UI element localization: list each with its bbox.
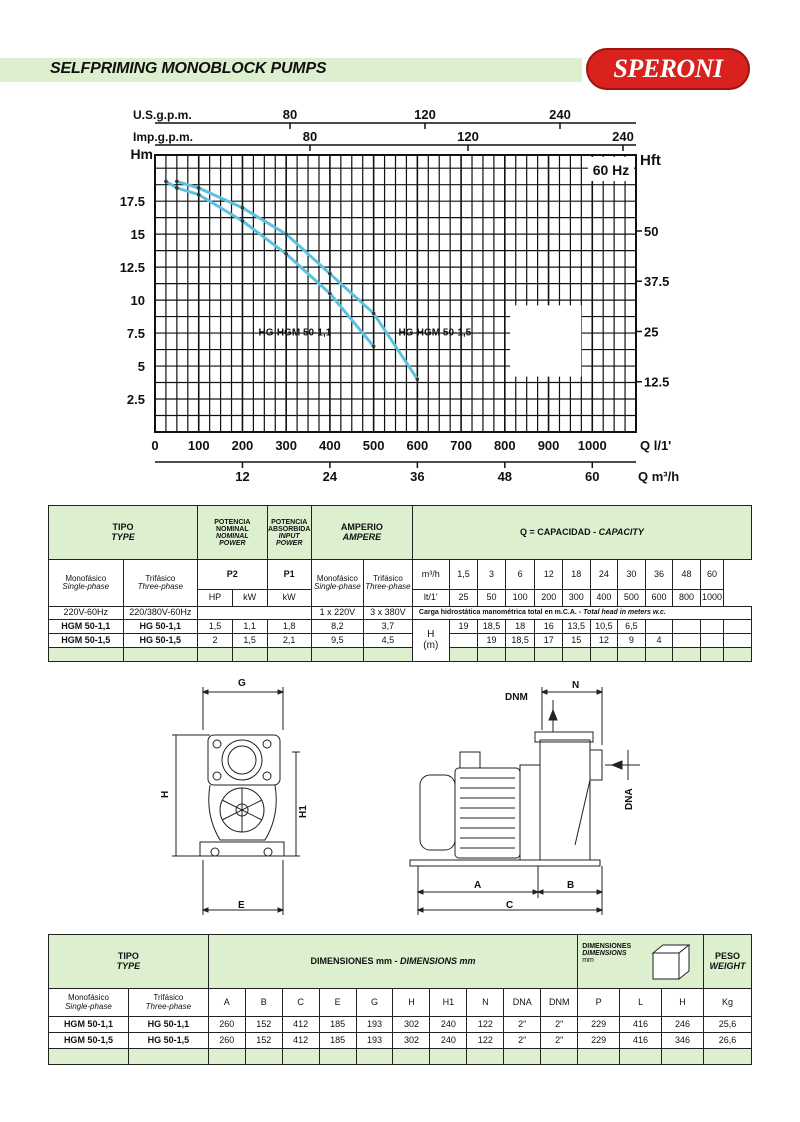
m3h-label: m³/h bbox=[412, 560, 449, 590]
dim-label-c: C bbox=[506, 900, 514, 911]
l1-2: 100 bbox=[505, 590, 535, 607]
row2-h7: 4 bbox=[645, 634, 673, 648]
m3h-7: 36 bbox=[645, 560, 673, 590]
dim-three: Three-phase bbox=[145, 1001, 192, 1011]
h-label: H bbox=[427, 629, 435, 640]
dim-label-b: B bbox=[567, 880, 575, 891]
pot-nom-l4: POWER bbox=[219, 539, 246, 547]
l1-label: lt/1' bbox=[412, 590, 449, 607]
amp-mono-volt: 1 x 220V bbox=[311, 607, 363, 620]
row2-kw: 1,5 bbox=[232, 634, 267, 648]
head-note: Carga hidrostática manométrica total en m.C.A. - bbox=[418, 609, 584, 617]
drawing-dimension-labels bbox=[160, 678, 635, 911]
dim-tri: Trifásico bbox=[153, 993, 184, 1003]
perf-kw: kW bbox=[232, 590, 267, 607]
dim-label-h1: H1 bbox=[298, 805, 309, 818]
dim-row2-v12: 346 bbox=[662, 1033, 704, 1049]
l1-6: 500 bbox=[618, 590, 646, 607]
performance-chart bbox=[0, 0, 800, 500]
m3h-4: 18 bbox=[563, 560, 591, 590]
x-m3h-tick: 24 bbox=[322, 469, 338, 484]
series-2-point bbox=[372, 311, 376, 315]
dim-row2-v10: 229 bbox=[578, 1033, 620, 1049]
dim-row1-v11: 416 bbox=[620, 1017, 662, 1033]
row1-tri: HG 50-1,1 bbox=[123, 620, 198, 634]
series-1-point bbox=[328, 292, 332, 296]
series-label-2: HG-HGM 50-1,5 bbox=[398, 327, 472, 339]
perf-tipo-cell bbox=[49, 506, 198, 560]
row2-h6: 9 bbox=[618, 634, 646, 648]
chart-grid bbox=[155, 155, 636, 432]
row2-h9 bbox=[700, 634, 723, 648]
perf-p2: P2 bbox=[198, 560, 267, 590]
dim-row2-v6: 240 bbox=[430, 1033, 467, 1049]
row1-h8 bbox=[673, 620, 701, 634]
h-unit: (m) bbox=[423, 639, 439, 651]
dim-row1-mono: HGM 50-1,1 bbox=[49, 1017, 129, 1033]
dim-col-n: N bbox=[467, 989, 504, 1017]
x-impgpm-label: Imp.g.p.m. bbox=[133, 130, 193, 144]
dim-row1-v10: 229 bbox=[578, 1017, 620, 1033]
m3h-8: 48 bbox=[673, 560, 701, 590]
m3h-5: 24 bbox=[590, 560, 618, 590]
series-1-point bbox=[372, 344, 376, 348]
amp-mono-head bbox=[311, 560, 363, 607]
x-bottom-tick: 0 bbox=[151, 438, 159, 453]
brand-logo-text: SPERONI bbox=[613, 54, 723, 83]
dim-row2-v13: 26,6 bbox=[703, 1033, 751, 1049]
m3h-1: 3 bbox=[478, 560, 506, 590]
series-2-point bbox=[284, 232, 288, 236]
x-m3h-tick: 60 bbox=[585, 469, 600, 484]
table-row-empty bbox=[49, 1049, 752, 1065]
dim-mono: Monofásico bbox=[67, 993, 109, 1003]
dim-row2-v2: 412 bbox=[282, 1033, 319, 1049]
y-left-tick: 10 bbox=[130, 293, 145, 309]
amp-tri: Trifásico bbox=[372, 574, 403, 583]
row1-kw: 1,1 bbox=[232, 620, 267, 634]
dim-col-kg: Kg bbox=[703, 989, 751, 1017]
perf-single: Single-phase bbox=[62, 582, 110, 591]
l1-4: 300 bbox=[563, 590, 591, 607]
x-usgpm-tick: 120 bbox=[414, 107, 436, 122]
perf-capacity-en: CAPACITY bbox=[598, 526, 644, 537]
row1-amono: 8,2 bbox=[311, 620, 363, 634]
page-title: SELFPRIMING MONOBLOCK PUMPS bbox=[50, 60, 327, 77]
row2-h3: 17 bbox=[535, 634, 563, 648]
l1-1: 50 bbox=[478, 590, 506, 607]
pot-nom-l3: NOMINAL bbox=[215, 532, 249, 540]
row1-p1: 1,8 bbox=[267, 620, 311, 634]
pack-l2: DIMENSIONS bbox=[582, 950, 627, 957]
y-right-tick: 25 bbox=[644, 324, 659, 340]
series-2-point bbox=[197, 186, 201, 190]
dim-row2-v7: 122 bbox=[467, 1033, 504, 1049]
series-2-point bbox=[416, 377, 420, 381]
package-box-icon bbox=[649, 941, 693, 983]
series-2-point bbox=[175, 180, 179, 184]
row1-h10 bbox=[724, 620, 752, 634]
pot-nom-l2: NOMINAL bbox=[215, 525, 249, 533]
pot-nom-l1: POTENCIA bbox=[214, 518, 251, 526]
series-1-point bbox=[175, 186, 179, 190]
dim-row1-v9: 2" bbox=[541, 1017, 578, 1033]
y-right-tick: 12.5 bbox=[644, 374, 670, 390]
series-2-point bbox=[241, 206, 245, 210]
y-right-tick: 50 bbox=[644, 223, 659, 239]
perf-tipo: TIPO bbox=[112, 522, 134, 533]
head-note-cell bbox=[412, 607, 751, 620]
x-usgpm-tick: 80 bbox=[282, 107, 298, 122]
performance-table bbox=[48, 505, 752, 662]
perf-pot-absorbida bbox=[267, 506, 311, 560]
dim-row1-v2: 412 bbox=[282, 1017, 319, 1033]
row2-h10 bbox=[724, 634, 752, 648]
x-m3h-tick: 48 bbox=[497, 469, 513, 484]
x-bottom-tick: 800 bbox=[493, 438, 516, 453]
amp-single: Single-phase bbox=[314, 582, 361, 591]
dim-col-h1: H1 bbox=[430, 989, 467, 1017]
series-1-point bbox=[241, 219, 245, 223]
x-bottom-tick: 100 bbox=[187, 438, 210, 453]
side-view-drawing bbox=[410, 687, 640, 915]
x-impgpm-tick: 120 bbox=[457, 129, 479, 144]
dim-row2-mono: HGM 50-1,5 bbox=[49, 1033, 129, 1049]
row2-mono: HGM 50-1,5 bbox=[49, 634, 124, 648]
l1-3: 200 bbox=[535, 590, 563, 607]
freq-badge: 60 Hz bbox=[592, 162, 630, 178]
perf-hp: HP bbox=[198, 590, 233, 607]
row1-hp: 1,5 bbox=[198, 620, 233, 634]
dim-row1-v1: 152 bbox=[245, 1017, 282, 1033]
x-bottom-tick: 300 bbox=[275, 438, 298, 453]
x-m3h-tick: 36 bbox=[410, 469, 425, 484]
row2-atri: 4,5 bbox=[363, 634, 412, 648]
l1-0: 25 bbox=[449, 590, 478, 607]
l1-9: 1000 bbox=[700, 590, 723, 607]
series-label-1: HG-HGM 50-1,1 bbox=[258, 327, 332, 339]
y-right-label: Hft bbox=[640, 152, 661, 169]
dim-col-g: G bbox=[356, 989, 393, 1017]
m3h-9: 60 bbox=[700, 560, 723, 590]
x-usgpm-tick: 240 bbox=[549, 107, 571, 122]
dim-col-dnm: DNM bbox=[541, 989, 578, 1017]
row1-h3: 16 bbox=[535, 620, 563, 634]
y-right-tick: 37.5 bbox=[644, 274, 670, 290]
x-bottom-tick: 600 bbox=[406, 438, 429, 453]
dim-pack-cell bbox=[578, 935, 704, 989]
dim-col-h: H bbox=[393, 989, 430, 1017]
y-left-label: Hm bbox=[130, 146, 153, 162]
x-m3h-tick: 12 bbox=[235, 469, 250, 484]
y-left-tick: 15 bbox=[130, 227, 145, 243]
perf-ampere: AMPERE bbox=[342, 531, 382, 542]
dim-row1-v5: 302 bbox=[393, 1017, 430, 1033]
dim-header-en: DIMENSIONS mm bbox=[399, 955, 476, 966]
x-impgpm-tick: 80 bbox=[302, 129, 318, 144]
dim-col-l: L bbox=[620, 989, 662, 1017]
pot-abs-l4: POWER bbox=[275, 539, 303, 547]
row1-h6: 6,5 bbox=[618, 620, 646, 634]
pump-drawings bbox=[0, 670, 800, 930]
amp-tri-head bbox=[363, 560, 412, 607]
m3h-0: 1,5 bbox=[449, 560, 478, 590]
dim-tri-head bbox=[128, 989, 208, 1017]
row2-amono: 9,5 bbox=[311, 634, 363, 648]
dim-row1-tri: HG 50-1,1 bbox=[128, 1017, 208, 1033]
dim-tipo: TIPO bbox=[117, 951, 139, 962]
m3h-6: 30 bbox=[618, 560, 646, 590]
dim-header-cell bbox=[208, 935, 577, 989]
row2-h0 bbox=[449, 634, 478, 648]
perf-amperio-cell bbox=[311, 506, 412, 560]
dim-label-g: G bbox=[238, 678, 246, 689]
row1-h9 bbox=[700, 620, 723, 634]
row1-h7 bbox=[645, 620, 673, 634]
perf-capacity-cell bbox=[412, 506, 751, 560]
dim-row2-v4: 193 bbox=[356, 1033, 393, 1049]
amp-three: Three-phase bbox=[365, 582, 411, 591]
perf-mono-head bbox=[49, 560, 124, 607]
x-bottom-tick: 900 bbox=[537, 438, 560, 453]
pot-abs-l1: POTENCIA bbox=[271, 518, 308, 526]
m3h-3: 12 bbox=[535, 560, 563, 590]
y-left-tick: 2.5 bbox=[126, 392, 145, 408]
chart-blank-area bbox=[510, 305, 581, 376]
dim-row1-v12: 246 bbox=[662, 1017, 704, 1033]
l1-5: 400 bbox=[590, 590, 618, 607]
table-row bbox=[49, 1033, 752, 1049]
x-bottom-tick: 200 bbox=[231, 438, 254, 453]
row2-h8 bbox=[673, 634, 701, 648]
dim-row1-v6: 240 bbox=[430, 1017, 467, 1033]
pack-l1: DIMENSIONES bbox=[582, 943, 632, 950]
x-impgpm-tick: 240 bbox=[612, 129, 634, 144]
dim-row2-v5: 302 bbox=[393, 1033, 430, 1049]
dim-row2-v9: 2" bbox=[541, 1033, 578, 1049]
head-note-en: Total head in meters w.c. bbox=[583, 609, 666, 617]
perf-amperio: AMPERIO bbox=[340, 522, 383, 533]
dim-row1-v3: 185 bbox=[319, 1017, 356, 1033]
perf-tri-head bbox=[123, 560, 198, 607]
dimensions-table bbox=[48, 934, 752, 1065]
dim-col-c: C bbox=[282, 989, 319, 1017]
dim-row1-v7: 122 bbox=[467, 1017, 504, 1033]
dim-mono-head bbox=[49, 989, 129, 1017]
series-1-point bbox=[164, 180, 168, 184]
dim-col-p: P bbox=[578, 989, 620, 1017]
perf-type: TYPE bbox=[111, 531, 135, 542]
volt-mono: 220V-60Hz bbox=[49, 607, 124, 620]
y-left-tick: 12.5 bbox=[119, 260, 145, 276]
table-row bbox=[49, 620, 752, 634]
dim-row2-v8: 2" bbox=[504, 1033, 541, 1049]
row1-h2: 18 bbox=[505, 620, 535, 634]
series-1-point bbox=[284, 252, 288, 256]
perf-kw2: kW bbox=[267, 590, 311, 607]
dim-label-dnm: DNM bbox=[505, 692, 528, 703]
dim-row2-tri: HG 50-1,5 bbox=[128, 1033, 208, 1049]
dim-row2-v1: 152 bbox=[245, 1033, 282, 1049]
y-left-tick: 17.5 bbox=[119, 194, 145, 210]
perf-capacity: Q = CAPACIDAD - bbox=[519, 526, 599, 537]
amp-mono: Monofásico bbox=[316, 574, 358, 583]
perf-tri: Trifásico bbox=[145, 573, 176, 583]
dim-col-b: B bbox=[245, 989, 282, 1017]
h-label-cell bbox=[412, 620, 449, 662]
x-usgpm-label: U.S.g.p.m. bbox=[133, 108, 192, 122]
row2-h1: 19 bbox=[478, 634, 506, 648]
dim-type: TYPE bbox=[116, 960, 141, 971]
row1-h4: 13,5 bbox=[563, 620, 591, 634]
perf-mono: Monofásico bbox=[65, 573, 107, 583]
pot-abs-l3: INPUT bbox=[278, 532, 300, 540]
volt-tri: 220/380V-60Hz bbox=[123, 607, 198, 620]
dim-row2-v3: 185 bbox=[319, 1033, 356, 1049]
dim-col-h2: H bbox=[662, 989, 704, 1017]
table-row bbox=[49, 634, 752, 648]
row1-h5: 10,5 bbox=[590, 620, 618, 634]
series-1-point bbox=[197, 193, 201, 197]
perf-p1: P1 bbox=[267, 560, 311, 590]
volt-blank bbox=[198, 607, 312, 620]
front-view-drawing bbox=[172, 687, 300, 915]
dim-col-e: E bbox=[319, 989, 356, 1017]
table-row-empty bbox=[49, 648, 752, 662]
row2-p1: 2,1 bbox=[267, 634, 311, 648]
row1-h1: 18,5 bbox=[478, 620, 506, 634]
pot-abs-l2: ABSORBIDA bbox=[267, 525, 311, 533]
dim-row1-v0: 260 bbox=[208, 1017, 245, 1033]
dim-col-a: A bbox=[208, 989, 245, 1017]
row2-h2: 18,5 bbox=[505, 634, 535, 648]
dim-peso-cell bbox=[703, 935, 751, 989]
dim-label-a: A bbox=[474, 880, 482, 891]
dim-row2-v11: 416 bbox=[620, 1033, 662, 1049]
m3h-2: 6 bbox=[505, 560, 535, 590]
row1-mono: HGM 50-1,1 bbox=[49, 620, 124, 634]
dim-label-n: N bbox=[572, 680, 580, 691]
series-2-point bbox=[328, 272, 332, 276]
l1-7: 600 bbox=[645, 590, 673, 607]
dim-label-dna: DNA bbox=[624, 788, 635, 810]
dim-tipo-cell bbox=[49, 935, 209, 989]
amp-tri-volt: 3 x 380V bbox=[363, 607, 412, 620]
dim-col-dna: DNA bbox=[504, 989, 541, 1017]
x-m3h-label: Q m³/h bbox=[638, 469, 680, 484]
row2-hp: 2 bbox=[198, 634, 233, 648]
row2-h5: 12 bbox=[590, 634, 618, 648]
dim-weight: WEIGHT bbox=[709, 960, 746, 971]
dim-row1-v4: 193 bbox=[356, 1017, 393, 1033]
perf-pot-nominal bbox=[198, 506, 267, 560]
x-bottom-tick: 1000 bbox=[577, 438, 607, 453]
dim-header: DIMENSIONES mm - bbox=[310, 955, 400, 966]
x-bottom-label: Q l/1' bbox=[640, 438, 672, 453]
dim-row1-v13: 25,6 bbox=[703, 1017, 751, 1033]
row2-h4: 15 bbox=[563, 634, 591, 648]
dim-peso: PESO bbox=[714, 951, 740, 962]
dim-row2-v0: 260 bbox=[208, 1033, 245, 1049]
dim-label-h: H bbox=[160, 790, 171, 798]
row1-atri: 3,7 bbox=[363, 620, 412, 634]
x-bottom-tick: 400 bbox=[319, 438, 341, 453]
row1-h0: 19 bbox=[449, 620, 478, 634]
pack-l3: mm bbox=[582, 957, 594, 964]
x-bottom-tick: 500 bbox=[362, 438, 385, 453]
y-left-tick: 7.5 bbox=[126, 326, 145, 342]
perf-three: Three-phase bbox=[137, 582, 183, 591]
l1-8: 800 bbox=[673, 590, 701, 607]
table-row bbox=[49, 1017, 752, 1033]
dim-single: Single-phase bbox=[65, 1001, 112, 1011]
x-bottom-tick: 700 bbox=[450, 438, 472, 453]
dim-row1-v8: 2" bbox=[504, 1017, 541, 1033]
y-left-tick: 5 bbox=[137, 359, 145, 375]
row2-tri: HG 50-1,5 bbox=[123, 634, 198, 648]
dim-label-e: E bbox=[238, 900, 245, 911]
